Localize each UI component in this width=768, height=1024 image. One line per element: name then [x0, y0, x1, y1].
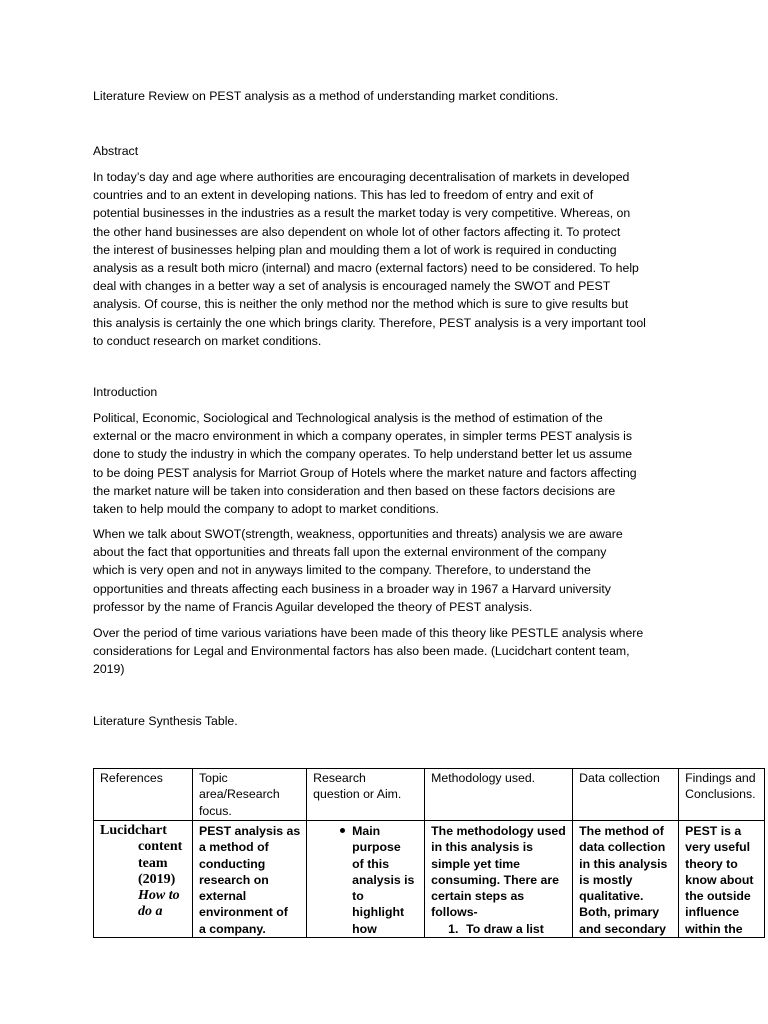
cell-text: simple yet time [431, 856, 521, 871]
text-line: to be doing PEST analysis for Marriot Group of Hotels where the market nature and factors affecting [93, 465, 637, 480]
text-line: professor by the name of Francis Aguilar developed the theory of PEST analysis. [93, 599, 533, 614]
cell-text: To draw a list [466, 921, 544, 936]
text-line: When we talk about SWOT(strength, weakness, opportunities and threats) analysis we are aware [93, 527, 623, 541]
cell-text: highlight [352, 905, 405, 920]
header-text: area/Research [199, 787, 280, 802]
cell-text: The method of [579, 824, 664, 838]
text-line: about the fact that opportunities and threats fall upon the external environment of the company [93, 545, 607, 560]
text-line: Over the period of time various variations have been made of this theory like PESTLE analysis where [93, 626, 644, 640]
header-text: focus. [199, 803, 232, 818]
cell-text: PEST analysis as [199, 824, 301, 838]
text-line: In today’s day and age where authorities are encouraging decentralisation of markets in developed [93, 170, 630, 184]
cell-text: the outside [685, 889, 751, 904]
cell-text: very useful [685, 840, 751, 855]
bullet-item [313, 823, 418, 937]
cell-text: influence [685, 905, 740, 920]
header-text: References [100, 771, 163, 785]
cell-text: of this [352, 856, 390, 871]
cell-text: in this analysis is [431, 840, 534, 855]
cell-text: Main [352, 824, 381, 838]
introduction-heading: Introduction [93, 385, 158, 399]
header-findings [679, 769, 765, 821]
header-text: question or Aim. [313, 787, 402, 802]
header-text: Findings and [685, 771, 756, 785]
header-data-collection [573, 769, 679, 821]
table-heading: Literature Synthesis Table. [93, 714, 238, 728]
text-line: the interest of businesses helping plan and moulding them a lot of work is required in conducting [93, 242, 617, 257]
text-line: taken to help mould the company to adopt to market conditions. [93, 502, 439, 517]
cell-topic [193, 821, 307, 938]
cell-text: conducting [199, 856, 266, 871]
cell-text: do a [138, 904, 163, 920]
introduction-paragraph-3 [93, 624, 683, 679]
cell-text: certain steps as [431, 889, 525, 904]
cell-text: how [352, 921, 377, 936]
header-text: Methodology used. [431, 771, 536, 785]
text-line: 2019) [93, 662, 125, 677]
cell-text: How to [138, 888, 180, 904]
cell-text: is mostly [579, 872, 633, 887]
header-methodology [425, 769, 573, 821]
cell-data-collection [573, 821, 679, 938]
document-title: Literature Review on PEST analysis as a method of understanding market conditions. [93, 89, 559, 103]
introduction-paragraph-1 [93, 409, 683, 518]
cell-findings [679, 821, 765, 938]
numbered-item [431, 921, 566, 937]
header-research [307, 769, 425, 821]
header-text: Data collection [579, 771, 660, 785]
cell-text: and secondary [579, 921, 666, 936]
text-line: external or the macro environment in which a company operates, in simpler terms PEST analysis is [93, 429, 633, 444]
text-line: deal with changes in a better way a set of analysis is encouraged namely the SWOT and PEST [93, 279, 611, 294]
header-references [94, 769, 193, 821]
text-line: analysis as a result both micro (internal) and macro (external factors) need to be considered. To help [93, 261, 639, 276]
cell-text: Lucidchart [100, 823, 167, 838]
header-text: Research [313, 771, 366, 785]
introduction-paragraph-2 [93, 525, 683, 616]
cell-text: to [352, 889, 364, 904]
header-text: Topic [199, 771, 228, 785]
cell-text: purpose [352, 840, 401, 855]
text-line: Political, Economic, Sociological and Technological analysis is the method of estimation of the [93, 411, 603, 425]
text-line: considerations for Legal and Environmental factors has also been made. (Lucidchart content team, [93, 644, 630, 659]
cell-text: qualitative. [579, 889, 644, 904]
cell-text: know about [685, 872, 754, 887]
cell-research [307, 821, 425, 938]
text-line: potential businesses in the industries as a result the market today is very competitive. Whereas, on [93, 206, 631, 221]
cell-text: analysis is [352, 872, 415, 887]
cell-text: research on [199, 872, 269, 887]
cell-text: environment of [199, 905, 288, 920]
abstract-paragraph [93, 168, 683, 350]
table-header-row [94, 769, 765, 821]
cell-text: content [138, 839, 183, 855]
text-line: opportunities and threats affecting each business in a broader way in 1967 a Harvard university [93, 581, 611, 596]
text-line: to conduct research on market conditions. [93, 333, 322, 348]
literature-synthesis-table [93, 768, 765, 938]
text-line: analysis. Of course, this is neither the only method nor the method which is sure to give results but [93, 297, 629, 312]
cell-text: follows- [431, 905, 478, 920]
cell-text: a method of [199, 840, 269, 855]
abstract-heading: Abstract [93, 144, 139, 158]
cell-text: team [138, 855, 168, 871]
cell-text: in this analysis [579, 856, 668, 871]
cell-methodology [425, 821, 573, 938]
text-line: which is very open and not in anyways limited to the company. Therefore, to understand the [93, 563, 591, 578]
header-topic [193, 769, 307, 821]
cell-text: external [199, 889, 247, 904]
table-row [94, 821, 765, 938]
cell-text: The methodology used [431, 824, 566, 838]
text-line: the market nature will be taken into consideration and then based on these factors decisions are [93, 483, 616, 498]
bullet-icon [340, 828, 345, 833]
cell-text: consuming. There are [431, 872, 559, 887]
cell-references [94, 821, 193, 938]
text-line: this analysis is certainly the one which brings clarity. Therefore, PEST analysis is a very important tool [93, 315, 646, 330]
text-line: done to study the industry in which the company operates. To help understand better let us assume [93, 447, 633, 462]
cell-text: (2019) [138, 871, 176, 887]
header-text: Conclusions. [685, 787, 756, 802]
text-line: countries and to an extent in developing nations. This has led to freedom of entry and exit of [93, 188, 594, 203]
cell-text: data collection [579, 840, 666, 855]
text-line: the other hand businesses are also dependent on whole lot of other factors affecting it. To protect [93, 224, 621, 239]
cell-text: within the [685, 921, 743, 936]
cell-text: a company. [199, 921, 266, 936]
cell-text: PEST is a [685, 824, 742, 838]
item-number: 1. [448, 921, 459, 936]
cell-text: theory to [685, 856, 738, 871]
cell-text: Both, primary [579, 905, 660, 920]
